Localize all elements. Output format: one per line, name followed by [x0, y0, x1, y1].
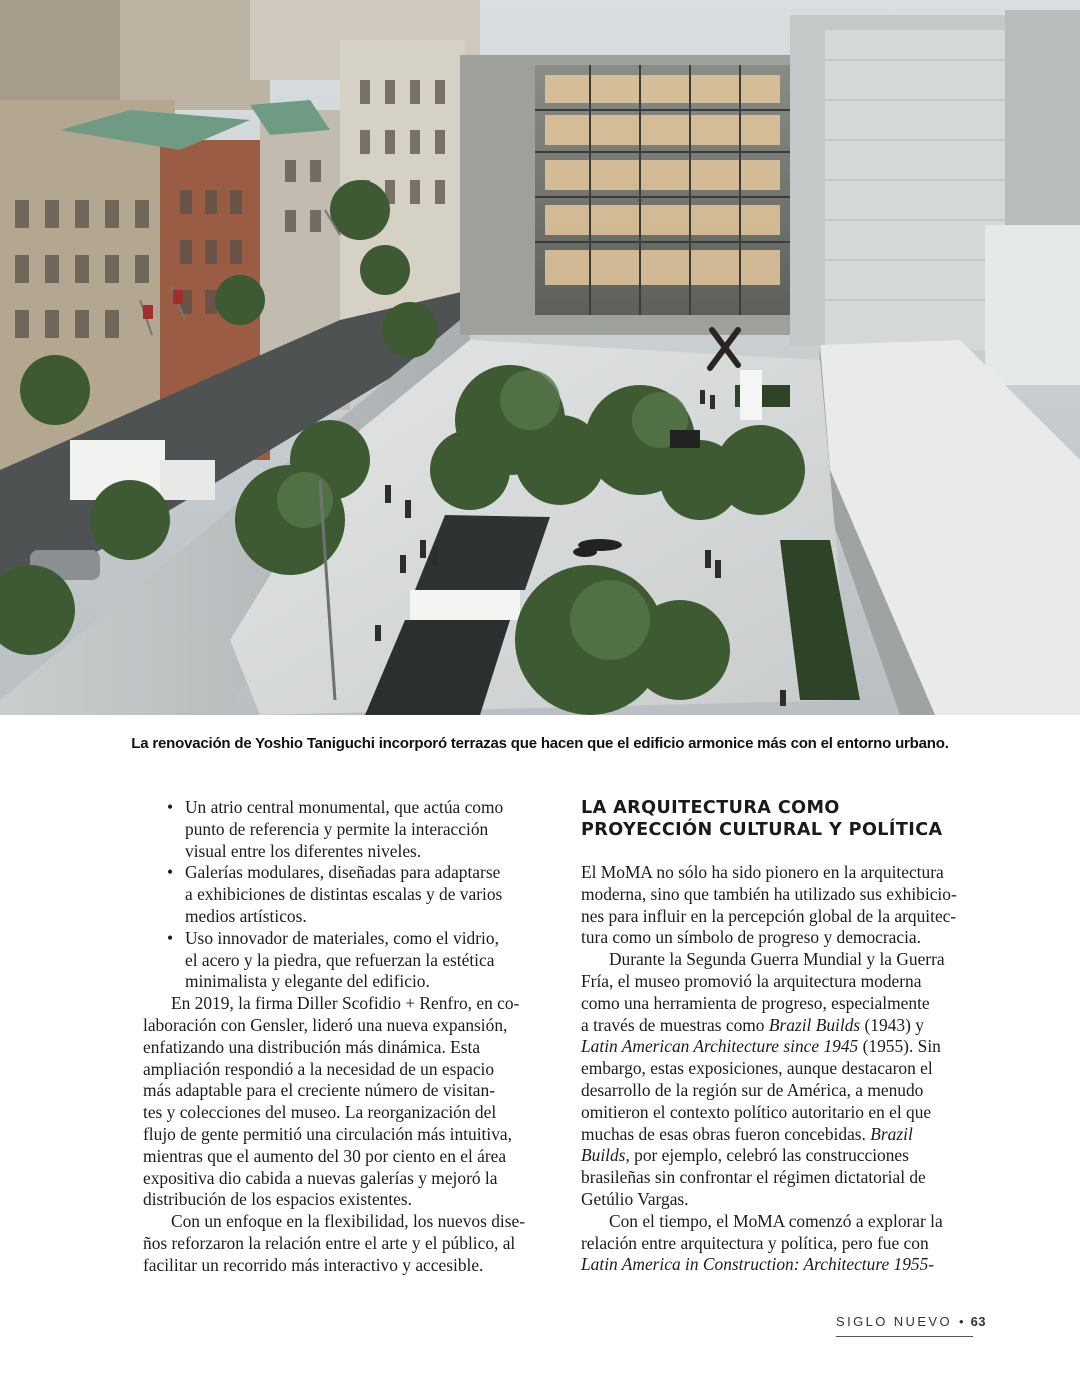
text-line: En 2019, la firma Diller Scofidio + Renfro, en co-	[171, 993, 520, 1014]
text-line: minimalista y elegante del edificio.	[185, 971, 430, 992]
heading-line: PROYECCIÓN CULTURAL Y POLÍTICA	[581, 820, 943, 840]
bullet-item	[143, 928, 533, 993]
exhibition-title: Brazil	[870, 1123, 913, 1144]
text-line: flujo de gente permitió una circulación más intuitiva,	[143, 1123, 512, 1144]
photo-caption: La renovación de Yoshio Taniguchi incorporó terrazas que hacen que el edificio armonice más con el entorno urbano.	[131, 735, 949, 752]
left-column	[143, 797, 533, 1277]
footer-divider	[836, 1336, 973, 1337]
bullet-icon: •	[167, 927, 174, 948]
text-line: distribución de los espacios existentes.	[143, 1189, 413, 1210]
exhibition-title: Latin America in Construction: Architecture 1955-	[581, 1254, 935, 1275]
text-line: desarrollo de la región sur de América, a menudo	[581, 1079, 924, 1100]
text-run: muchas de esas obras fueron concebidas.	[581, 1123, 871, 1144]
text-run: (1943) y	[860, 1014, 924, 1035]
publication-name: SIGLO NUEVO	[836, 1314, 952, 1329]
text-run: , por ejemplo, celebró las construcciones	[625, 1145, 909, 1166]
text-line: relación entre arquitectura y política, pero fue con	[581, 1232, 929, 1253]
text-line: a exhibiciones de distintas escalas y de varios	[185, 884, 503, 905]
bullet-item	[143, 797, 533, 862]
section-heading	[581, 797, 976, 841]
exhibition-title: Brazil Builds	[768, 1014, 861, 1035]
text-line: enfatizando una distribución más dinámica. Esta	[143, 1036, 481, 1057]
text-line: mientras que el aumento del 30 por ciento en el área	[143, 1145, 507, 1166]
text-line: Durante la Segunda Guerra Mundial y la Guerra	[609, 949, 945, 970]
feature-bullet-list	[143, 797, 533, 993]
text-line: El MoMA no sólo ha sido pionero en la arquitectura	[581, 862, 944, 882]
text-line: tura como un símbolo de progreso y democracia.	[581, 927, 921, 948]
text-line: ampliación respondió a la necesidad de un espacio	[143, 1058, 495, 1079]
text-line: Uso innovador de materiales, como el vidrio,	[185, 927, 499, 948]
exhibition-title: Builds	[581, 1145, 626, 1166]
text-line: Getúlio Vargas.	[581, 1188, 689, 1209]
heading-line: LA ARQUITECTURA COMO	[581, 798, 840, 818]
text-line: facilitar un recorrido más interactivo y accesible.	[143, 1254, 484, 1275]
bullet-icon: •	[167, 862, 174, 883]
text-line: expositiva dio cabida a nuevas galerías y mejoró la	[143, 1167, 498, 1188]
text-line: moderna, sino que también ha utilizado sus exhibicio-	[581, 883, 957, 904]
text-line: visual entre los diferentes niveles.	[185, 840, 422, 861]
right-column	[581, 797, 976, 1276]
text-line	[581, 1124, 976, 1146]
text-line	[581, 1254, 976, 1276]
text-line: Con un enfoque en la flexibilidad, los nuevos dise-	[171, 1211, 526, 1232]
text-line: Galerías modulares, diseñadas para adaptarse	[185, 862, 501, 883]
body-paragraph	[143, 993, 533, 1211]
bullet-icon: •	[167, 797, 174, 817]
body-paragraph	[581, 949, 976, 1211]
page-number: 63	[970, 1314, 987, 1329]
text-line: Con el tiempo, el MoMA comenzó a explorar la	[609, 1210, 943, 1231]
text-line: más adaptable para el creciente número de visitan-	[143, 1080, 495, 1101]
footer-separator: •	[959, 1314, 964, 1329]
text-line	[581, 1015, 976, 1037]
text-line: tes y colecciones del museo. La reorganización del	[143, 1102, 497, 1123]
page-footer	[836, 1314, 987, 1329]
text-line: embargo, estas exposiciones, aunque destacaron el	[581, 1058, 933, 1079]
text-line: punto de referencia y permite la interacción	[185, 818, 489, 839]
text-run: a través de muestras como	[581, 1014, 769, 1035]
text-line: laboración con Gensler, lideró una nueva expansión,	[143, 1014, 508, 1035]
text-line: brasileñas sin confrontar el régimen dictatorial de	[581, 1167, 926, 1188]
text-line	[581, 1036, 976, 1058]
text-line: Un atrio central monumental, que actúa como	[185, 797, 504, 817]
bullet-item	[143, 862, 533, 927]
text-line: el acero y la piedra, que refuerzan la estética	[185, 949, 495, 970]
body-paragraph	[143, 1211, 533, 1276]
text-line: omitieron el contexto político autoritario en el que	[581, 1101, 932, 1122]
body-paragraph	[581, 1211, 976, 1276]
text-line: nes para influir en la percepción global de la arquitec-	[581, 905, 957, 926]
text-run: (1955). Sin	[858, 1036, 941, 1057]
text-line: ños reforzaron la relación entre el arte y el público, al	[143, 1232, 516, 1253]
text-line: como una herramienta de progreso, especialmente	[581, 992, 930, 1013]
text-line	[581, 1145, 976, 1167]
text-line: medios artísticos.	[185, 905, 307, 926]
body-paragraph	[581, 862, 976, 949]
exhibition-title: Latin American Architecture since 1945	[581, 1036, 859, 1057]
text-line: Fría, el museo promovió la arquitectura moderna	[581, 970, 922, 991]
